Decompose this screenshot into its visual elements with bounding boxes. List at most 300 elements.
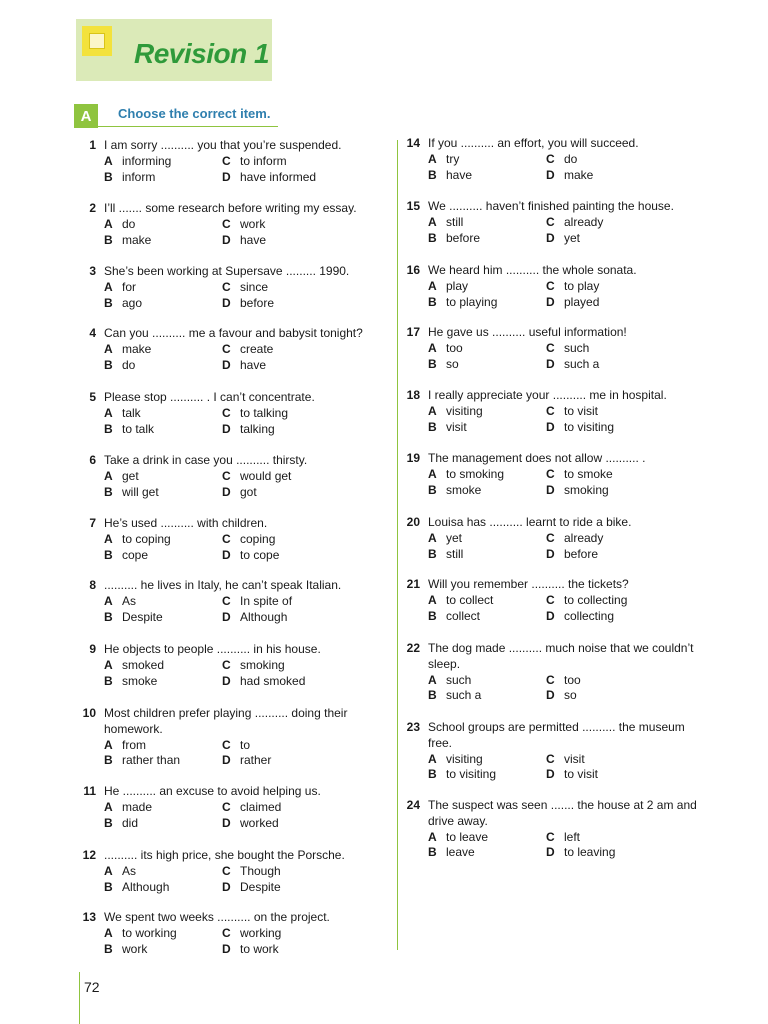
option-letter: C xyxy=(222,468,231,483)
option-text: ago xyxy=(122,295,143,310)
answer-option-a[interactable] xyxy=(104,864,222,880)
option-letter: B xyxy=(428,419,437,434)
answer-options xyxy=(104,406,389,438)
option-text: already xyxy=(564,214,604,229)
question-text: Louisa has .......... learnt to ride a bike. xyxy=(428,515,632,529)
question-item xyxy=(406,263,703,310)
answer-options xyxy=(428,279,703,311)
option-text: claimed xyxy=(240,799,282,814)
answer-option-d[interactable] xyxy=(222,233,372,249)
answer-option-d[interactable] xyxy=(222,422,372,438)
answer-options xyxy=(428,152,703,184)
page-title: Revision 1 xyxy=(134,38,270,69)
question-item xyxy=(83,784,389,831)
column-divider xyxy=(397,140,398,950)
answer-option-c[interactable] xyxy=(546,279,696,295)
question-text: He objects to people .......... in his house. xyxy=(104,642,321,656)
option-letter: A xyxy=(104,468,113,483)
answer-options xyxy=(428,404,703,436)
option-text: to xyxy=(240,737,251,752)
question-item xyxy=(89,264,389,311)
option-letter: A xyxy=(104,657,113,672)
answer-options xyxy=(104,800,389,832)
option-text: to play xyxy=(564,278,600,293)
answer-options xyxy=(104,280,389,312)
option-text: to smoking xyxy=(446,466,505,481)
option-letter: D xyxy=(546,419,555,434)
option-text: As xyxy=(122,593,137,608)
answer-option-b[interactable] xyxy=(428,168,546,184)
option-letter: C xyxy=(222,216,231,231)
option-letter: C xyxy=(546,530,555,545)
answer-option-b[interactable] xyxy=(104,674,222,690)
answer-option-a[interactable] xyxy=(104,532,222,548)
option-letter: B xyxy=(428,845,437,860)
option-text: such a xyxy=(564,356,600,371)
option-letter: B xyxy=(104,879,113,894)
answer-option-a[interactable] xyxy=(428,152,546,168)
option-letter: C xyxy=(222,925,231,940)
answer-option-a[interactable] xyxy=(104,469,222,485)
answer-option-d[interactable] xyxy=(222,674,372,690)
answer-option-b[interactable] xyxy=(428,357,546,373)
question-text: Take a drink in case you .......... thirsty. xyxy=(104,453,308,467)
question-text: School groups are permitted .......... the museum free. xyxy=(428,720,685,750)
answer-option-b[interactable] xyxy=(104,233,222,249)
option-text: from xyxy=(122,737,146,752)
question-item xyxy=(406,720,703,783)
answer-option-d[interactable] xyxy=(546,688,696,704)
answer-option-b[interactable] xyxy=(104,358,222,374)
answer-option-c[interactable] xyxy=(222,800,372,816)
answer-option-a[interactable] xyxy=(428,531,546,547)
question-text: I’ll ....... some research before writing my essay. xyxy=(104,201,357,215)
option-text: visiting xyxy=(446,751,483,766)
option-letter: B xyxy=(104,753,113,768)
answer-option-a[interactable] xyxy=(428,467,546,483)
option-letter: B xyxy=(428,546,437,561)
question-text: Most children prefer playing .......... doing their homework. xyxy=(104,706,348,736)
answer-option-d[interactable] xyxy=(546,767,696,783)
question-text: If you .......... an effort, you will succeed. xyxy=(428,136,639,150)
answer-option-a[interactable] xyxy=(104,217,222,233)
answer-option-b[interactable] xyxy=(104,610,222,626)
question-number: 9 xyxy=(89,642,96,656)
question-item xyxy=(89,516,389,563)
option-letter: D xyxy=(222,673,231,688)
section-heading: Choose the correct item. xyxy=(118,106,271,121)
option-letter: A xyxy=(104,593,113,608)
option-text: informing xyxy=(122,153,172,168)
answer-option-b[interactable] xyxy=(104,170,222,186)
answer-option-d[interactable] xyxy=(222,880,372,896)
answer-option-a[interactable] xyxy=(428,752,546,768)
question-number: 1 xyxy=(89,138,96,152)
option-letter: D xyxy=(546,767,555,782)
answer-option-c[interactable] xyxy=(222,926,372,942)
answer-option-c[interactable] xyxy=(546,752,696,768)
option-text: rather than xyxy=(122,753,181,768)
option-text: smoking xyxy=(240,657,285,672)
option-letter: C xyxy=(546,340,555,355)
question-item xyxy=(89,201,389,248)
option-letter: A xyxy=(428,403,437,418)
question-text: The dog made .......... much noise that we couldn’t sleep. xyxy=(428,641,694,671)
answer-option-c[interactable] xyxy=(546,593,696,609)
option-text: would get xyxy=(240,468,292,483)
answer-option-d[interactable] xyxy=(222,358,372,374)
answer-option-a[interactable] xyxy=(428,830,546,846)
option-text: worked xyxy=(240,815,279,830)
answer-options xyxy=(428,593,703,625)
answer-options xyxy=(428,531,703,563)
option-letter: B xyxy=(428,482,437,497)
option-letter: C xyxy=(546,214,555,229)
answer-option-b[interactable] xyxy=(428,295,546,311)
answer-option-b[interactable] xyxy=(104,422,222,438)
option-text: play xyxy=(446,278,469,293)
answer-option-d[interactable] xyxy=(222,610,372,626)
question-item xyxy=(406,388,703,435)
answer-option-c[interactable] xyxy=(222,280,372,296)
question-item xyxy=(82,848,389,895)
option-text: work xyxy=(122,941,148,956)
option-text: to visit xyxy=(564,767,599,782)
option-text: did xyxy=(122,815,139,830)
option-text: smoking xyxy=(564,482,609,497)
option-letter: A xyxy=(428,466,437,481)
option-text: made xyxy=(122,799,153,814)
answer-option-a[interactable] xyxy=(104,800,222,816)
answer-option-d[interactable] xyxy=(546,357,696,373)
answer-option-d[interactable] xyxy=(222,753,372,769)
option-letter: B xyxy=(104,295,113,310)
question-item xyxy=(89,326,389,373)
option-letter: C xyxy=(222,737,231,752)
section-badge: A xyxy=(74,104,98,128)
answer-options xyxy=(428,341,703,373)
option-letter: A xyxy=(428,151,437,166)
answer-option-d[interactable] xyxy=(222,296,372,312)
answer-options xyxy=(104,154,389,186)
option-letter: A xyxy=(104,216,113,231)
option-letter: D xyxy=(222,169,231,184)
answer-option-c[interactable] xyxy=(222,864,372,880)
option-text: do xyxy=(564,151,578,166)
question-item xyxy=(89,578,389,625)
answer-option-c[interactable] xyxy=(546,215,696,231)
answer-option-b[interactable] xyxy=(104,485,222,501)
answer-options xyxy=(428,673,703,705)
option-letter: A xyxy=(428,829,437,844)
answer-option-c[interactable] xyxy=(546,404,696,420)
answer-option-a[interactable] xyxy=(428,215,546,231)
answer-option-c[interactable] xyxy=(222,738,372,754)
answer-option-c[interactable] xyxy=(222,532,372,548)
option-letter: C xyxy=(222,657,231,672)
question-item xyxy=(406,325,703,372)
answer-option-c[interactable] xyxy=(222,217,372,233)
option-text: make xyxy=(122,341,152,356)
answer-options xyxy=(104,738,389,770)
answer-option-b[interactable] xyxy=(104,816,222,832)
option-text: smoke xyxy=(122,673,158,688)
question-text: Can you .......... me a favour and babysit tonight? xyxy=(104,326,363,340)
answer-option-a[interactable] xyxy=(104,926,222,942)
answer-option-a[interactable] xyxy=(428,593,546,609)
answer-option-b[interactable] xyxy=(428,767,546,783)
question-text: Will you remember .......... the tickets? xyxy=(428,577,629,591)
option-text: before xyxy=(240,295,275,310)
answer-option-d[interactable] xyxy=(546,420,696,436)
question-item xyxy=(406,199,703,246)
answer-option-a[interactable] xyxy=(104,154,222,170)
question-item xyxy=(406,577,703,624)
question-item xyxy=(82,706,389,769)
option-text: since xyxy=(240,279,269,294)
option-text: before xyxy=(564,546,599,561)
option-letter: C xyxy=(546,466,555,481)
answer-option-c[interactable] xyxy=(546,673,696,689)
question-text: We .......... haven’t finished painting the house. xyxy=(428,199,674,213)
answer-options xyxy=(428,830,703,862)
answer-option-b[interactable] xyxy=(104,942,222,958)
option-text: so xyxy=(446,356,459,371)
option-letter: D xyxy=(546,482,555,497)
answer-option-a[interactable] xyxy=(428,673,546,689)
answer-option-d[interactable] xyxy=(222,485,372,501)
option-letter: C xyxy=(546,829,555,844)
option-letter: C xyxy=(222,279,231,294)
answer-options xyxy=(104,469,389,501)
option-letter: B xyxy=(104,941,113,956)
question-text: Please stop .......... . I can’t concentrate. xyxy=(104,390,315,404)
option-letter: A xyxy=(428,592,437,607)
option-text: get xyxy=(122,468,139,483)
question-text: The suspect was seen ....... the house at 2 am and drive away. xyxy=(428,798,697,828)
answer-option-b[interactable] xyxy=(428,547,546,563)
option-text: collect xyxy=(446,608,481,623)
option-text: do xyxy=(122,357,136,372)
option-text: to working xyxy=(122,925,177,940)
answer-option-c[interactable] xyxy=(222,406,372,422)
question-number: 15 xyxy=(406,199,420,213)
answer-option-c[interactable] xyxy=(546,531,696,547)
option-letter: D xyxy=(546,546,555,561)
question-number: 16 xyxy=(406,263,420,277)
answer-option-a[interactable] xyxy=(104,658,222,674)
answer-option-d[interactable] xyxy=(546,845,696,861)
option-text: make xyxy=(564,167,594,182)
answer-option-c[interactable] xyxy=(546,152,696,168)
answer-option-d[interactable] xyxy=(546,231,696,247)
option-text: to visiting xyxy=(564,419,615,434)
option-text: Despite xyxy=(240,879,281,894)
answer-option-a[interactable] xyxy=(428,341,546,357)
answer-option-c[interactable] xyxy=(222,658,372,674)
question-number: 17 xyxy=(406,325,420,339)
question-text: We spent two weeks .......... on the project. xyxy=(104,910,330,924)
title-square-icon xyxy=(82,26,112,56)
option-letter: A xyxy=(104,531,113,546)
answer-option-d[interactable] xyxy=(546,295,696,311)
option-letter: A xyxy=(104,925,113,940)
answer-option-b[interactable] xyxy=(428,483,546,499)
option-letter: A xyxy=(428,278,437,293)
option-letter: C xyxy=(222,531,231,546)
answer-option-c[interactable] xyxy=(222,594,372,610)
option-text: smoked xyxy=(122,657,165,672)
option-text: Although xyxy=(240,609,288,624)
option-text: yet xyxy=(446,530,463,545)
answer-option-a[interactable] xyxy=(104,594,222,610)
question-item xyxy=(89,138,389,185)
option-letter: A xyxy=(104,799,113,814)
answer-options xyxy=(104,864,389,896)
answer-option-b[interactable] xyxy=(428,420,546,436)
question-number: 3 xyxy=(89,264,96,278)
option-text: to visit xyxy=(564,403,599,418)
answer-option-d[interactable] xyxy=(222,170,372,186)
option-letter: A xyxy=(428,214,437,229)
option-letter: A xyxy=(104,863,113,878)
answer-option-d[interactable] xyxy=(546,168,696,184)
option-letter: B xyxy=(104,673,113,688)
option-text: still xyxy=(446,214,464,229)
option-text: to visiting xyxy=(446,767,497,782)
question-number: 18 xyxy=(406,388,420,402)
answer-option-c[interactable] xyxy=(222,469,372,485)
answer-option-b[interactable] xyxy=(428,845,546,861)
option-text: too xyxy=(446,340,463,355)
option-text: got xyxy=(240,484,257,499)
option-letter: D xyxy=(546,167,555,182)
answer-option-b[interactable] xyxy=(104,753,222,769)
answer-option-b[interactable] xyxy=(104,548,222,564)
option-letter: D xyxy=(546,230,555,245)
answer-option-b[interactable] xyxy=(104,296,222,312)
option-letter: B xyxy=(104,357,113,372)
question-text: She’s been working at Supersave ......... 1990. xyxy=(104,264,350,278)
option-letter: B xyxy=(428,767,437,782)
question-item xyxy=(406,451,703,498)
option-letter: D xyxy=(222,753,231,768)
question-text: He’s used .......... with children. xyxy=(104,516,268,530)
option-text: have xyxy=(240,232,267,247)
option-letter: D xyxy=(222,547,231,562)
option-text: Although xyxy=(122,879,170,894)
option-text: talking xyxy=(240,421,275,436)
option-letter: A xyxy=(104,153,113,168)
page-number: 72 xyxy=(84,979,100,995)
answer-option-d[interactable] xyxy=(546,483,696,499)
answer-option-a[interactable] xyxy=(428,279,546,295)
option-letter: C xyxy=(546,151,555,166)
question-text: .......... he lives in Italy, he can’t speak Italian. xyxy=(104,578,342,592)
answer-options xyxy=(104,926,389,958)
answer-option-d[interactable] xyxy=(222,816,372,832)
option-text: rather xyxy=(240,753,272,768)
question-number: 21 xyxy=(406,577,420,591)
option-text: visiting xyxy=(446,403,483,418)
option-letter: D xyxy=(546,845,555,860)
option-text: visit xyxy=(446,419,467,434)
option-text: already xyxy=(564,530,604,545)
answer-option-b[interactable] xyxy=(104,880,222,896)
option-letter: A xyxy=(428,751,437,766)
answer-option-d[interactable] xyxy=(546,609,696,625)
question-item xyxy=(89,453,389,500)
option-text: cope xyxy=(122,547,149,562)
option-letter: D xyxy=(222,295,231,310)
option-letter: B xyxy=(104,815,113,830)
option-letter: D xyxy=(222,232,231,247)
answer-option-a[interactable] xyxy=(104,280,222,296)
answer-option-b[interactable] xyxy=(428,609,546,625)
question-number: 8 xyxy=(89,578,96,592)
answer-option-c[interactable] xyxy=(546,341,696,357)
option-text: coping xyxy=(240,531,276,546)
answer-option-a[interactable] xyxy=(104,406,222,422)
answer-option-a[interactable] xyxy=(104,342,222,358)
option-text: to collect xyxy=(446,592,494,607)
option-text: smoke xyxy=(446,482,482,497)
option-letter: A xyxy=(428,340,437,355)
question-number: 14 xyxy=(406,136,420,150)
option-letter: C xyxy=(222,863,231,878)
option-text: Though xyxy=(240,863,281,878)
option-letter: D xyxy=(222,879,231,894)
answer-option-a[interactable] xyxy=(104,738,222,754)
question-number: 23 xyxy=(406,720,420,734)
question-item xyxy=(406,641,703,704)
answer-option-c[interactable] xyxy=(546,467,696,483)
option-text: before xyxy=(446,230,481,245)
answer-option-d[interactable] xyxy=(546,547,696,563)
option-text: to collecting xyxy=(564,592,628,607)
answer-option-c[interactable] xyxy=(222,342,372,358)
option-text: such a xyxy=(446,688,482,703)
answer-option-b[interactable] xyxy=(428,688,546,704)
question-text: I am sorry .......... you that you’re suspended. xyxy=(104,138,342,152)
option-letter: B xyxy=(104,484,113,499)
option-text: had smoked xyxy=(240,673,306,688)
option-letter: B xyxy=(428,688,437,703)
option-text: too xyxy=(564,672,581,687)
option-text: working xyxy=(240,925,282,940)
question-number: 7 xyxy=(89,516,96,530)
option-letter: D xyxy=(222,484,231,499)
question-number: 19 xyxy=(406,451,420,465)
question-text: He .......... an excuse to avoid helping us. xyxy=(104,784,321,798)
option-text: visit xyxy=(564,751,585,766)
answer-option-d[interactable] xyxy=(222,548,372,564)
option-text: to cope xyxy=(240,547,280,562)
option-letter: B xyxy=(104,169,113,184)
option-letter: C xyxy=(546,403,555,418)
option-text: inform xyxy=(122,169,156,184)
answer-option-c[interactable] xyxy=(222,154,372,170)
answer-option-d[interactable] xyxy=(222,942,372,958)
answer-option-c[interactable] xyxy=(546,830,696,846)
option-letter: D xyxy=(222,357,231,372)
question-number: 22 xyxy=(406,641,420,655)
option-text: As xyxy=(122,863,137,878)
question-number: 10 xyxy=(82,706,96,720)
answer-option-b[interactable] xyxy=(428,231,546,247)
answer-option-a[interactable] xyxy=(428,404,546,420)
option-letter: C xyxy=(222,405,231,420)
